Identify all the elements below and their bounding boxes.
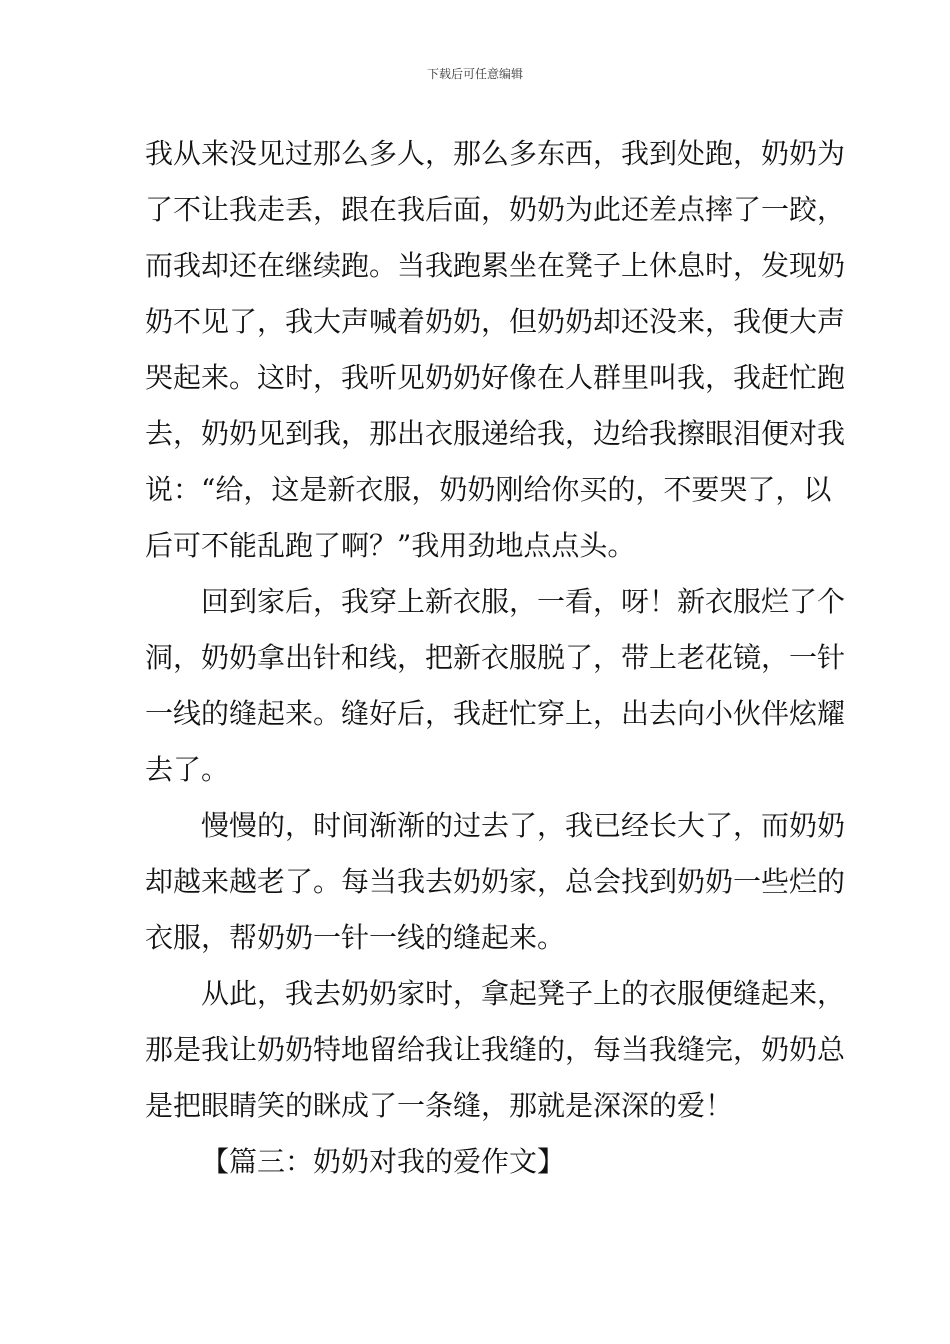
text-line: 回到家后，我穿上新衣服，一看，呀！新衣服烂了个 (201, 585, 846, 618)
document-body (145, 126, 846, 1190)
text-line: 从此，我去奶奶家时，拿起凳子上的衣服便缝起来， (201, 977, 846, 1010)
text-line: 一线的缝起来。缝好后，我赶忙穿上，出去向小伙伴炫耀 (145, 697, 846, 730)
text-line: 去了。 (145, 753, 230, 786)
text-line: 我从来没见过那么多人，那么多东西，我到处跑，奶奶为 (145, 137, 846, 170)
text-line: 洞，奶奶拿出针和线，把新衣服脱了，带上老花镜，一针 (145, 641, 846, 674)
text-line: 却越来越老了。每当我去奶奶家，总会找到奶奶一些烂的 (145, 865, 846, 898)
section-heading: 【篇三：奶奶对我的爱作文】 (201, 1145, 566, 1178)
text-line: 那是我让奶奶特地留给我让我缝的，每当我缝完，奶奶总 (145, 1033, 846, 1066)
text-line: 了不让我走丢，跟在我后面，奶奶为此还差点摔了一跤， (145, 193, 846, 226)
text-line: 慢慢的，时间渐渐的过去了，我已经长大了，而奶奶 (201, 809, 846, 842)
page-header: 下载后可任意编辑 (426, 67, 523, 81)
text-line: 是把眼睛笑的眯成了一条缝，那就是深深的爱！ (145, 1089, 734, 1122)
text-line: 后可不能乱跑了啊？”我用劲地点点头。 (145, 529, 636, 562)
text-line: 说：“给，这是新衣服，奶奶刚给你买的，不要哭了，以 (145, 473, 832, 506)
text-line: 去，奶奶见到我，那出衣服递给我，边给我擦眼泪便对我 (145, 417, 846, 450)
text-line: 衣服，帮奶奶一针一线的缝起来。 (145, 921, 566, 954)
text-line: 哭起来。这时，我听见奶奶好像在人群里叫我，我赶忙跑 (145, 361, 846, 394)
text-line: 奶不见了，我大声喊着奶奶，但奶奶却还没来，我便大声 (145, 305, 846, 338)
text-line: 而我却还在继续跑。当我跑累坐在凳子上休息时，发现奶 (145, 249, 846, 282)
